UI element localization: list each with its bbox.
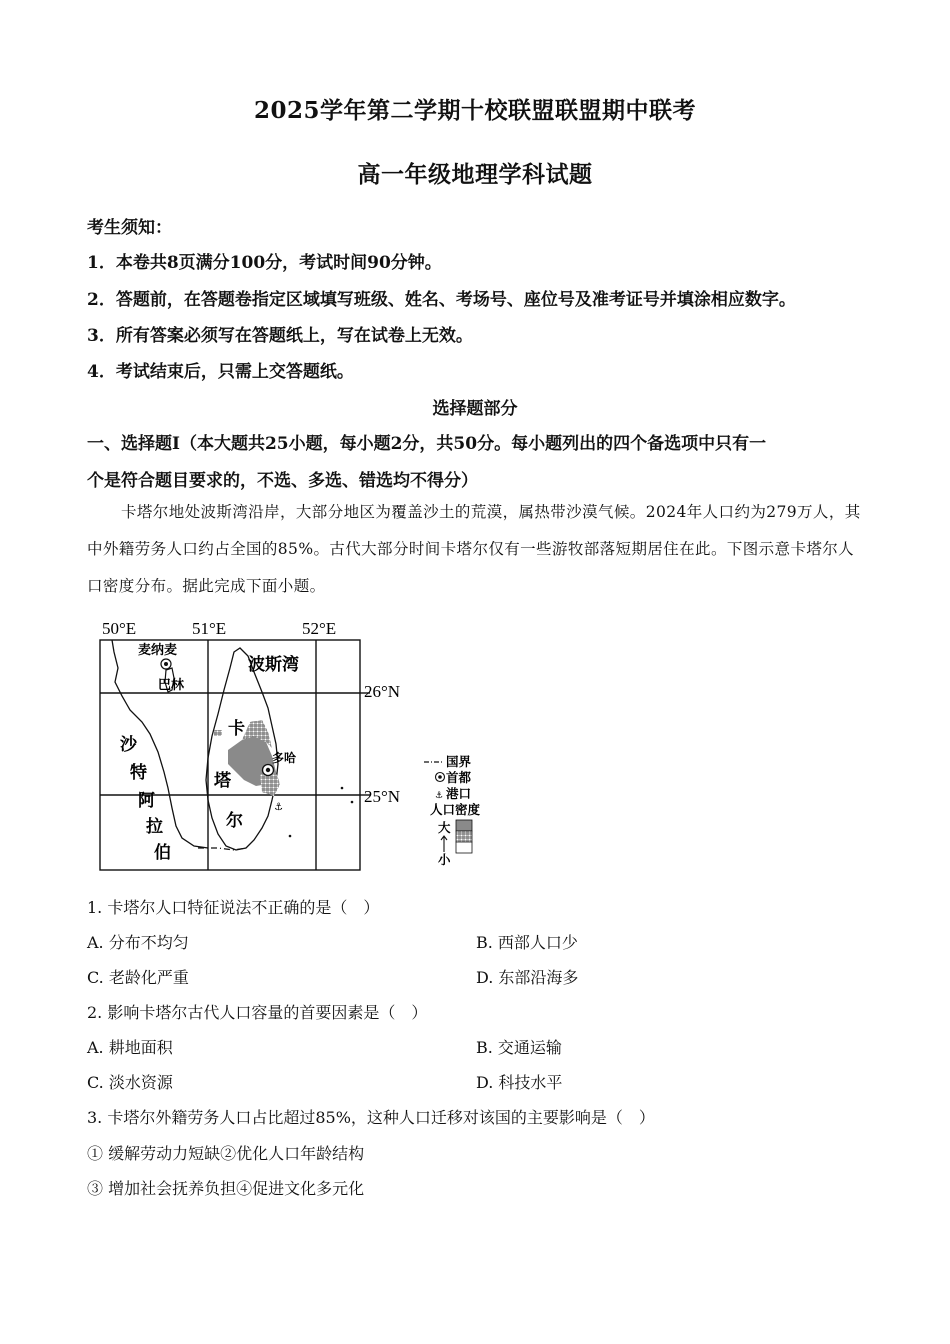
legend-arrow-icon <box>441 836 447 852</box>
legend-port-label: 港口 <box>446 786 472 801</box>
place-label-saudi: 特 <box>130 763 147 783</box>
density-medium-area <box>214 730 222 736</box>
place-label-gulf: 波斯湾 <box>248 655 299 675</box>
legend-density-title: 人口密度 <box>430 802 481 817</box>
place-label-saudi: 拉 <box>146 817 163 837</box>
legend-density-low-swatch <box>456 842 472 853</box>
notice-item: 4．考试结束后，只需上交答题纸。 <box>87 362 354 382</box>
section-heading-line2: 个是符合题目要求的，不选、多选、错选均不得分） <box>87 471 478 491</box>
place-label-qatar: 塔 <box>214 771 231 791</box>
legend-low-label: 小 <box>438 852 451 867</box>
notice-item: 2．答题前，在答题卷指定区域填写班级、姓名、考场号、座位号及准考证号并填涂相应数字。 <box>87 290 796 310</box>
question-1-stem: 1. 卡塔尔人口特征说法不正确的是（ ） <box>87 898 380 917</box>
question-3-statement: ③ 增加社会抚养负担④促进文化多元化 <box>87 1179 365 1198</box>
port-icon: ⚓ <box>274 802 283 813</box>
question-2-option-d: D. 科技水平 <box>476 1073 563 1092</box>
lat-label: 26°N <box>364 682 401 701</box>
reading-material: 卡塔尔地处波斯湾沿岸，大部分地区为覆盖沙土的荒漠，属热带沙漠气候。2024年人口约为279万人，其中外籍劳务人口约占全国的85%。古代大部分时间卡塔尔仅有一些游牧部落短期居住在此。下图示意卡塔尔人口密度分布。据此完成下面小题。 <box>87 503 861 595</box>
question-3-statement: ① 缓解劳动力短缺②优化人口年龄结构 <box>87 1144 365 1163</box>
place-label-doha: 多哈 <box>272 751 297 765</box>
place-label-qatar: 卡 <box>228 719 245 739</box>
question-1-option-b: B. 西部人口少 <box>476 933 578 952</box>
lon-label: 52°E <box>302 619 337 638</box>
place-label-saudi: 沙 <box>120 735 137 755</box>
question-1-option-c: C. 老龄化严重 <box>87 968 189 987</box>
place-label-manama: 麦纳麦 <box>138 643 178 658</box>
lon-label: 51°E <box>192 619 227 638</box>
qatar-population-density-map <box>90 612 510 874</box>
question-2-option-b: B. 交通运输 <box>476 1038 562 1057</box>
place-label-qatar: 尔 <box>226 811 243 831</box>
legend-border-label: 国界 <box>446 754 472 769</box>
question-1-option-d: D. 东部沿海多 <box>476 968 579 987</box>
legend-density-high-swatch <box>456 820 472 831</box>
question-1-option-a: A. 分布不均匀 <box>87 933 189 952</box>
section-heading-line1: 一、选择题Ⅰ（本大题共25小题，每小题2分，共50分。每小题列出的四个备选项中只有一 <box>87 434 767 454</box>
doha-capital-icon <box>263 765 274 776</box>
border-line <box>198 848 246 850</box>
island-dot <box>289 835 292 838</box>
notice-item: 3．所有答案必须写在答题纸上，写在试卷上无效。 <box>87 326 473 346</box>
lon-label: 50°E <box>102 619 137 638</box>
section-title: 选择题部分 <box>432 399 518 419</box>
island-dot <box>351 801 354 804</box>
lat-label: 25°N <box>364 787 401 806</box>
notice-heading: 考生须知： <box>87 218 172 238</box>
place-label-bahrain: 巴林 <box>158 678 185 693</box>
legend-density-medium-swatch <box>456 831 472 842</box>
legend-capital-icon <box>436 773 445 782</box>
question-2-stem: 2. 影响卡塔尔古代人口容量的首要因素是（ ） <box>87 1003 428 1022</box>
legend-port-icon: ⚓ <box>435 791 444 801</box>
legend-capital-label: 首都 <box>446 770 472 785</box>
manama-capital-icon <box>161 659 171 669</box>
question-2-option-c: C. 淡水资源 <box>87 1073 173 1092</box>
map-legend <box>424 754 481 867</box>
question-3-stem: 3. 卡塔尔外籍劳务人口占比超过85%，这种人口迁移对该国的主要影响是（ ） <box>87 1108 655 1127</box>
place-label-saudi: 阿 <box>138 791 155 811</box>
place-label-saudi: 伯 <box>154 843 171 863</box>
exam-title: 2025学年第二学期十校联盟联盟期中联考 <box>253 97 696 124</box>
notice-item: 1．本卷共8页满分100分，考试时间90分钟。 <box>87 253 442 273</box>
question-2-option-a: A. 耕地面积 <box>87 1038 173 1057</box>
legend-high-label: 大 <box>438 820 451 835</box>
island-dot <box>341 787 344 790</box>
exam-subtitle: 高一年级地理学科试题 <box>357 161 593 188</box>
